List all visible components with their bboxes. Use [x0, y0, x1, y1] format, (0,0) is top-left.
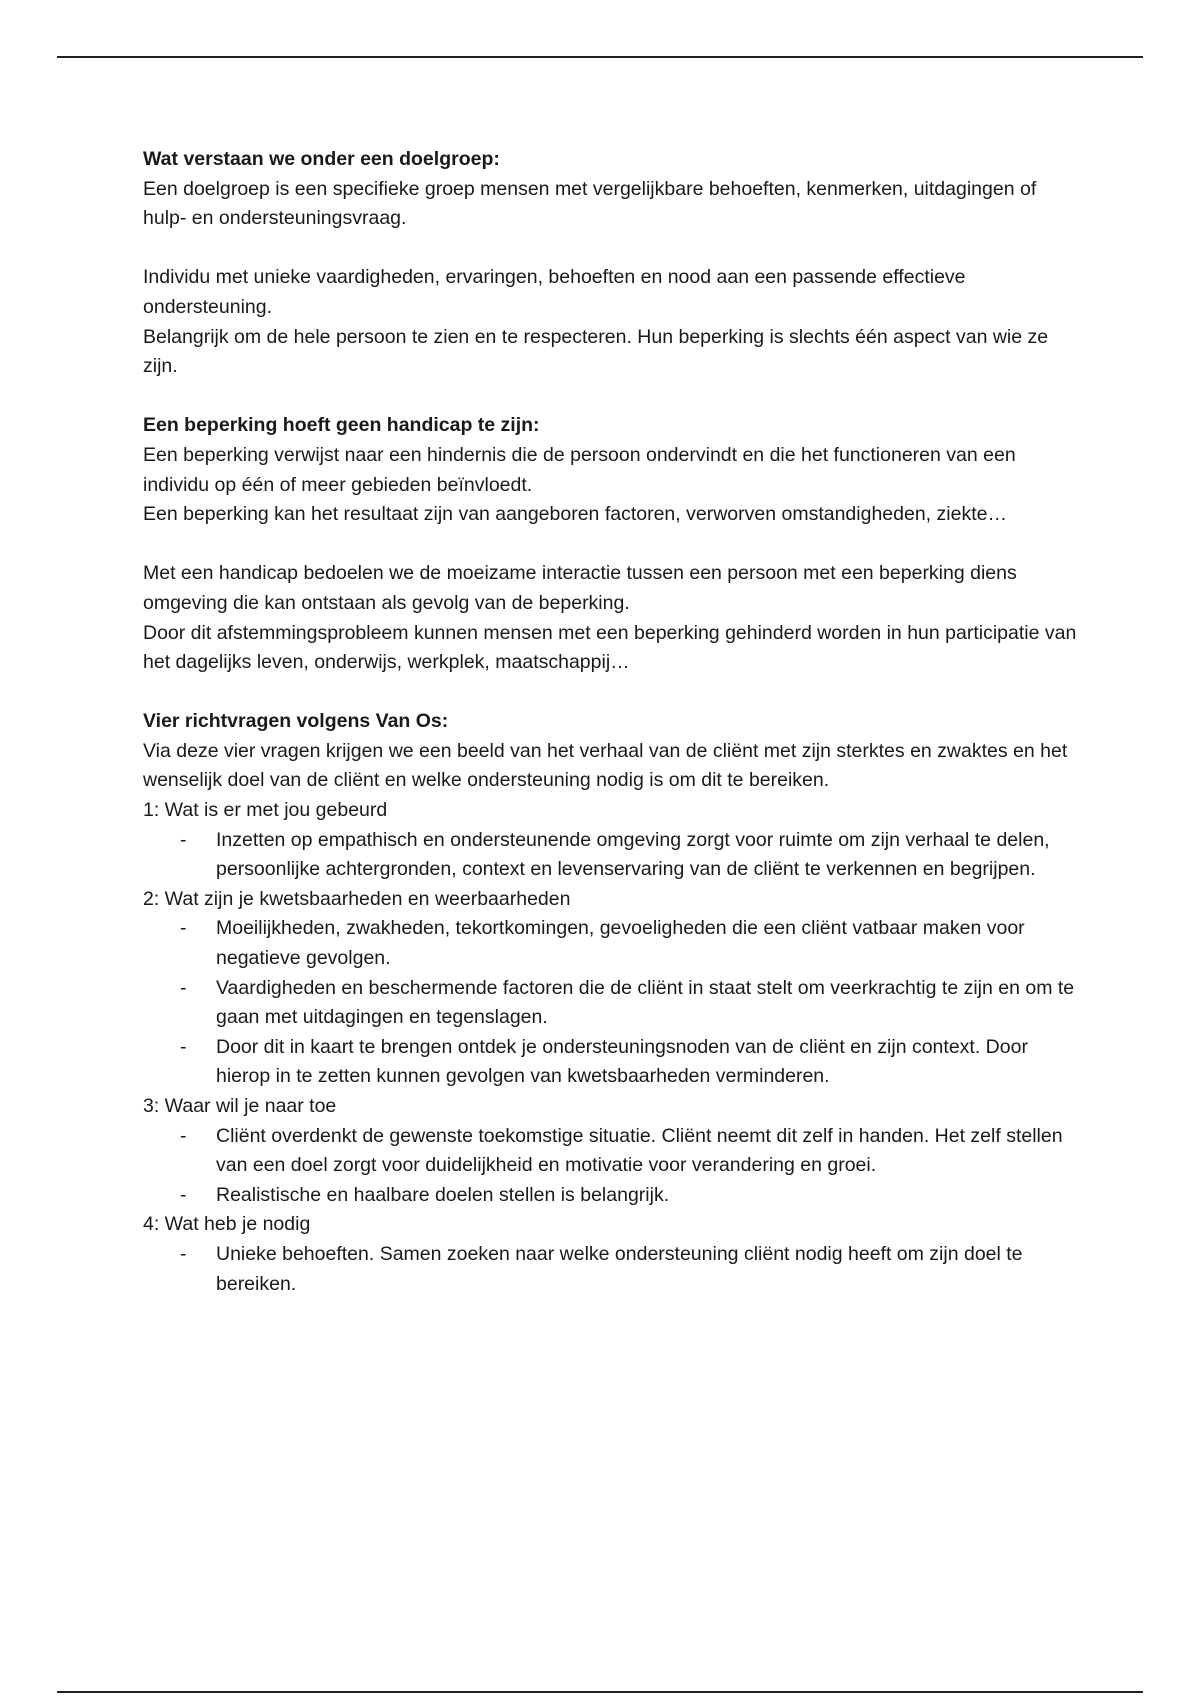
header-rule: [57, 56, 1143, 58]
bullet-list: [143, 914, 1083, 1092]
bullet-dash: -: [180, 1183, 187, 1206]
paragraph: Door dit afstemmingsprobleem kunnen mensen met een beperking gehinderd worden in hun participatie van het dagelijks leven, onderwijs, werkplek, maatschappij…: [143, 621, 1077, 674]
paragraph-spacer: [143, 530, 1083, 560]
bullet-dash: -: [180, 1035, 187, 1058]
list-item-text: Unieke behoeften. Samen zoeken naar welke ondersteuning cliënt nodig heeft om zijn doel te bereiken.: [216, 1242, 1023, 1295]
paragraph-spacer: [143, 382, 1083, 412]
paragraph: Via deze vier vragen krijgen we een beeld van het verhaal van de cliënt met zijn sterktes en zwaktes en het wenselijk doel van de cliënt en welke ondersteuning nodig is om dit te bereiken.: [143, 739, 1068, 792]
bullet-list: [143, 1240, 1083, 1299]
list-item: [143, 1033, 1083, 1092]
paragraph-spacer: [143, 234, 1083, 264]
paragraph-spacer: [143, 678, 1083, 708]
document-body: [143, 145, 1083, 1299]
question-title: 4: Wat heb je nodig: [143, 1213, 311, 1236]
bullet-dash: -: [180, 828, 187, 851]
list-item-text: Door dit in kaart te brengen ontdek je ondersteuningsnoden van de cliënt en zijn context. Door hierop in te zetten kunnen gevolgen van kwetsbaarheden verminderen.: [216, 1035, 1028, 1088]
footer-rule: [57, 1691, 1143, 1693]
list-item: [143, 974, 1083, 1033]
list-item-text: Realistische en haalbare doelen stellen is belangrijk.: [216, 1183, 670, 1206]
heading-doelgroep: Wat verstaan we onder een doelgroep:: [143, 148, 500, 170]
paragraph: Individu met unieke vaardigheden, ervaringen, behoeften en nood aan een passende effectieve ondersteuning.: [143, 266, 966, 318]
paragraph: Met een handicap bedoelen we de moeizame interactie tussen een persoon met een beperking diens omgeving die kan ontstaan als gevolg van de beperking.: [143, 562, 1017, 614]
bullet-list: [143, 826, 1083, 885]
paragraph: Een beperking verwijst naar een hindernis die de persoon ondervindt en die het functioneren van een individu op één of meer gebieden beïnvloedt.: [143, 443, 1016, 496]
bullet-list: [143, 1122, 1083, 1211]
list-item-text: Vaardigheden en beschermende factoren die de cliënt in staat stelt om veerkrachtig te zijn en om te gaan met uitdagingen en tegenslagen.: [216, 976, 1075, 1029]
bullet-dash: -: [180, 917, 187, 940]
list-item: [143, 1181, 1083, 1211]
question-title: 3: Waar wil je naar toe: [143, 1095, 337, 1117]
paragraph: Belangrijk om de hele persoon te zien en te respecteren. Hun beperking is slechts één aspect van wie ze zijn.: [143, 325, 1049, 378]
question-title: 1: Wat is er met jou gebeurd: [143, 799, 388, 822]
heading-beperking: Een beperking hoeft geen handicap te zijn:: [143, 414, 540, 437]
bullet-dash: -: [180, 1242, 187, 1265]
list-item-text: Inzetten op empathisch en ondersteunende omgeving zorgt voor ruimte om zijn verhaal te delen, persoonlijke achtergronden, context en levenservaring van de cliënt te verkennen en begrijpen.: [216, 828, 1050, 881]
list-item: [143, 1122, 1083, 1181]
heading-richtvragen: Vier richtvragen volgens Van Os:: [143, 710, 449, 733]
list-item: [143, 1240, 1083, 1299]
list-item: [143, 914, 1083, 973]
list-item-text: Cliënt overdenkt de gewenste toekomstige situatie. Cliënt neemt dit zelf in handen. Het zelf stellen van een doel zorgt voor duidelijkheid en motivatie voor verandering en groei.: [216, 1124, 1063, 1177]
bullet-dash: -: [180, 1124, 187, 1147]
question-title: 2: Wat zijn je kwetsbaarheden en weerbaarheden: [143, 887, 571, 910]
list-item: [143, 826, 1083, 885]
bullet-dash: -: [180, 976, 187, 999]
paragraph: Een doelgroep is een specifieke groep mensen met vergelijkbare behoeften, kenmerken, uitdagingen of hulp- en ondersteuningsvraag.: [143, 177, 1037, 230]
paragraph: Een beperking kan het resultaat zijn van aangeboren factoren, verworven omstandigheden, ziekte…: [143, 503, 1007, 526]
list-item-text: Moeilijkheden, zwakheden, tekortkomingen, gevoeligheden die een cliënt vatbaar maken voor negatieve gevolgen.: [216, 917, 1025, 970]
